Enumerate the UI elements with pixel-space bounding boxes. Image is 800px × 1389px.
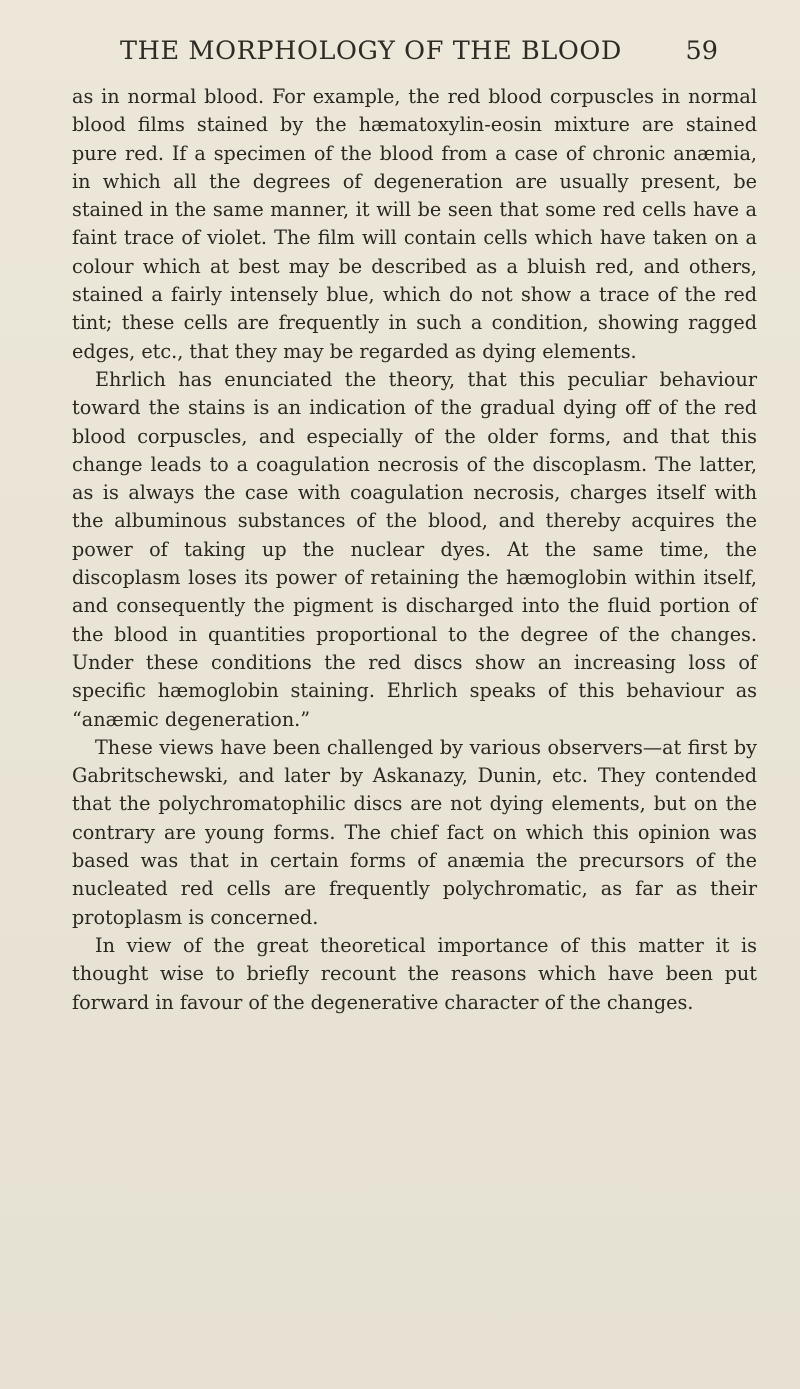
paragraph: These views have been challenged by various observers—at first by Gabritschewski, and later by Askanazy, Dunin, etc. They contended that the polychromatophilic discs are not dying elements, but on the contrary are young forms. The chief fact on which this opinion was based was that in certain forms of anæmia the precursors of the nucleated red cells are frequently polychromatic, as far as their protoplasm is concerned. [72,735,757,929]
running-head [120,36,720,76]
paragraph: Ehrlich has enunciated the theory, that this peculiar behaviour toward the stains is an indication of the gradual dying off of the red blood corpuscles, and especially of the older forms, and that this change leads to a coagulation necrosis of the discoplasm. The latter, as is always the case with coagulation necrosis, charges itself with the albuminous substances of the blood, and thereby acquires the power of taking up the nuclear dyes. At the same time, the discoplasm loses its power of retaining the hæmoglobin within itself, and consequently the pigment is discharged into the fluid portion of the blood in quantities proportional to the degree of the changes. Under these conditions the red discs show an increasing loss of specific hæmoglobin staining. Ehrlich speaks of this behaviour as “anæmic degeneration.” [72,367,757,731]
running-title: THE MORPHOLOGY OF THE BLOOD [120,36,622,66]
paragraph: as in normal blood. For example, the red blood corpuscles in normal blood films stained by the hæmatoxylin-eosin mixture are stained pure red. If a specimen of the blood from a case of chronic anæmia, in which all the degrees of degeneration are usually present, be stained in the same manner, it will be seen that some red cells have a faint trace of violet. The film will contain cells which have taken on a colour which at best may be described as a bluish red, and others, stained a fairly intensely blue, which do not show a trace of the red tint; these cells are frequently in such a condition, showing ragged edges, etc., that they may be regarded as dying elements. [72,85,757,363]
paragraph: In view of the great theoretical importance of this matter it is thought wise to briefly recount the reasons which have been put forward in favour of the degenerative character of the changes. [72,933,757,1014]
body-text [72,83,757,1017]
page-number: 59 [685,36,718,66]
